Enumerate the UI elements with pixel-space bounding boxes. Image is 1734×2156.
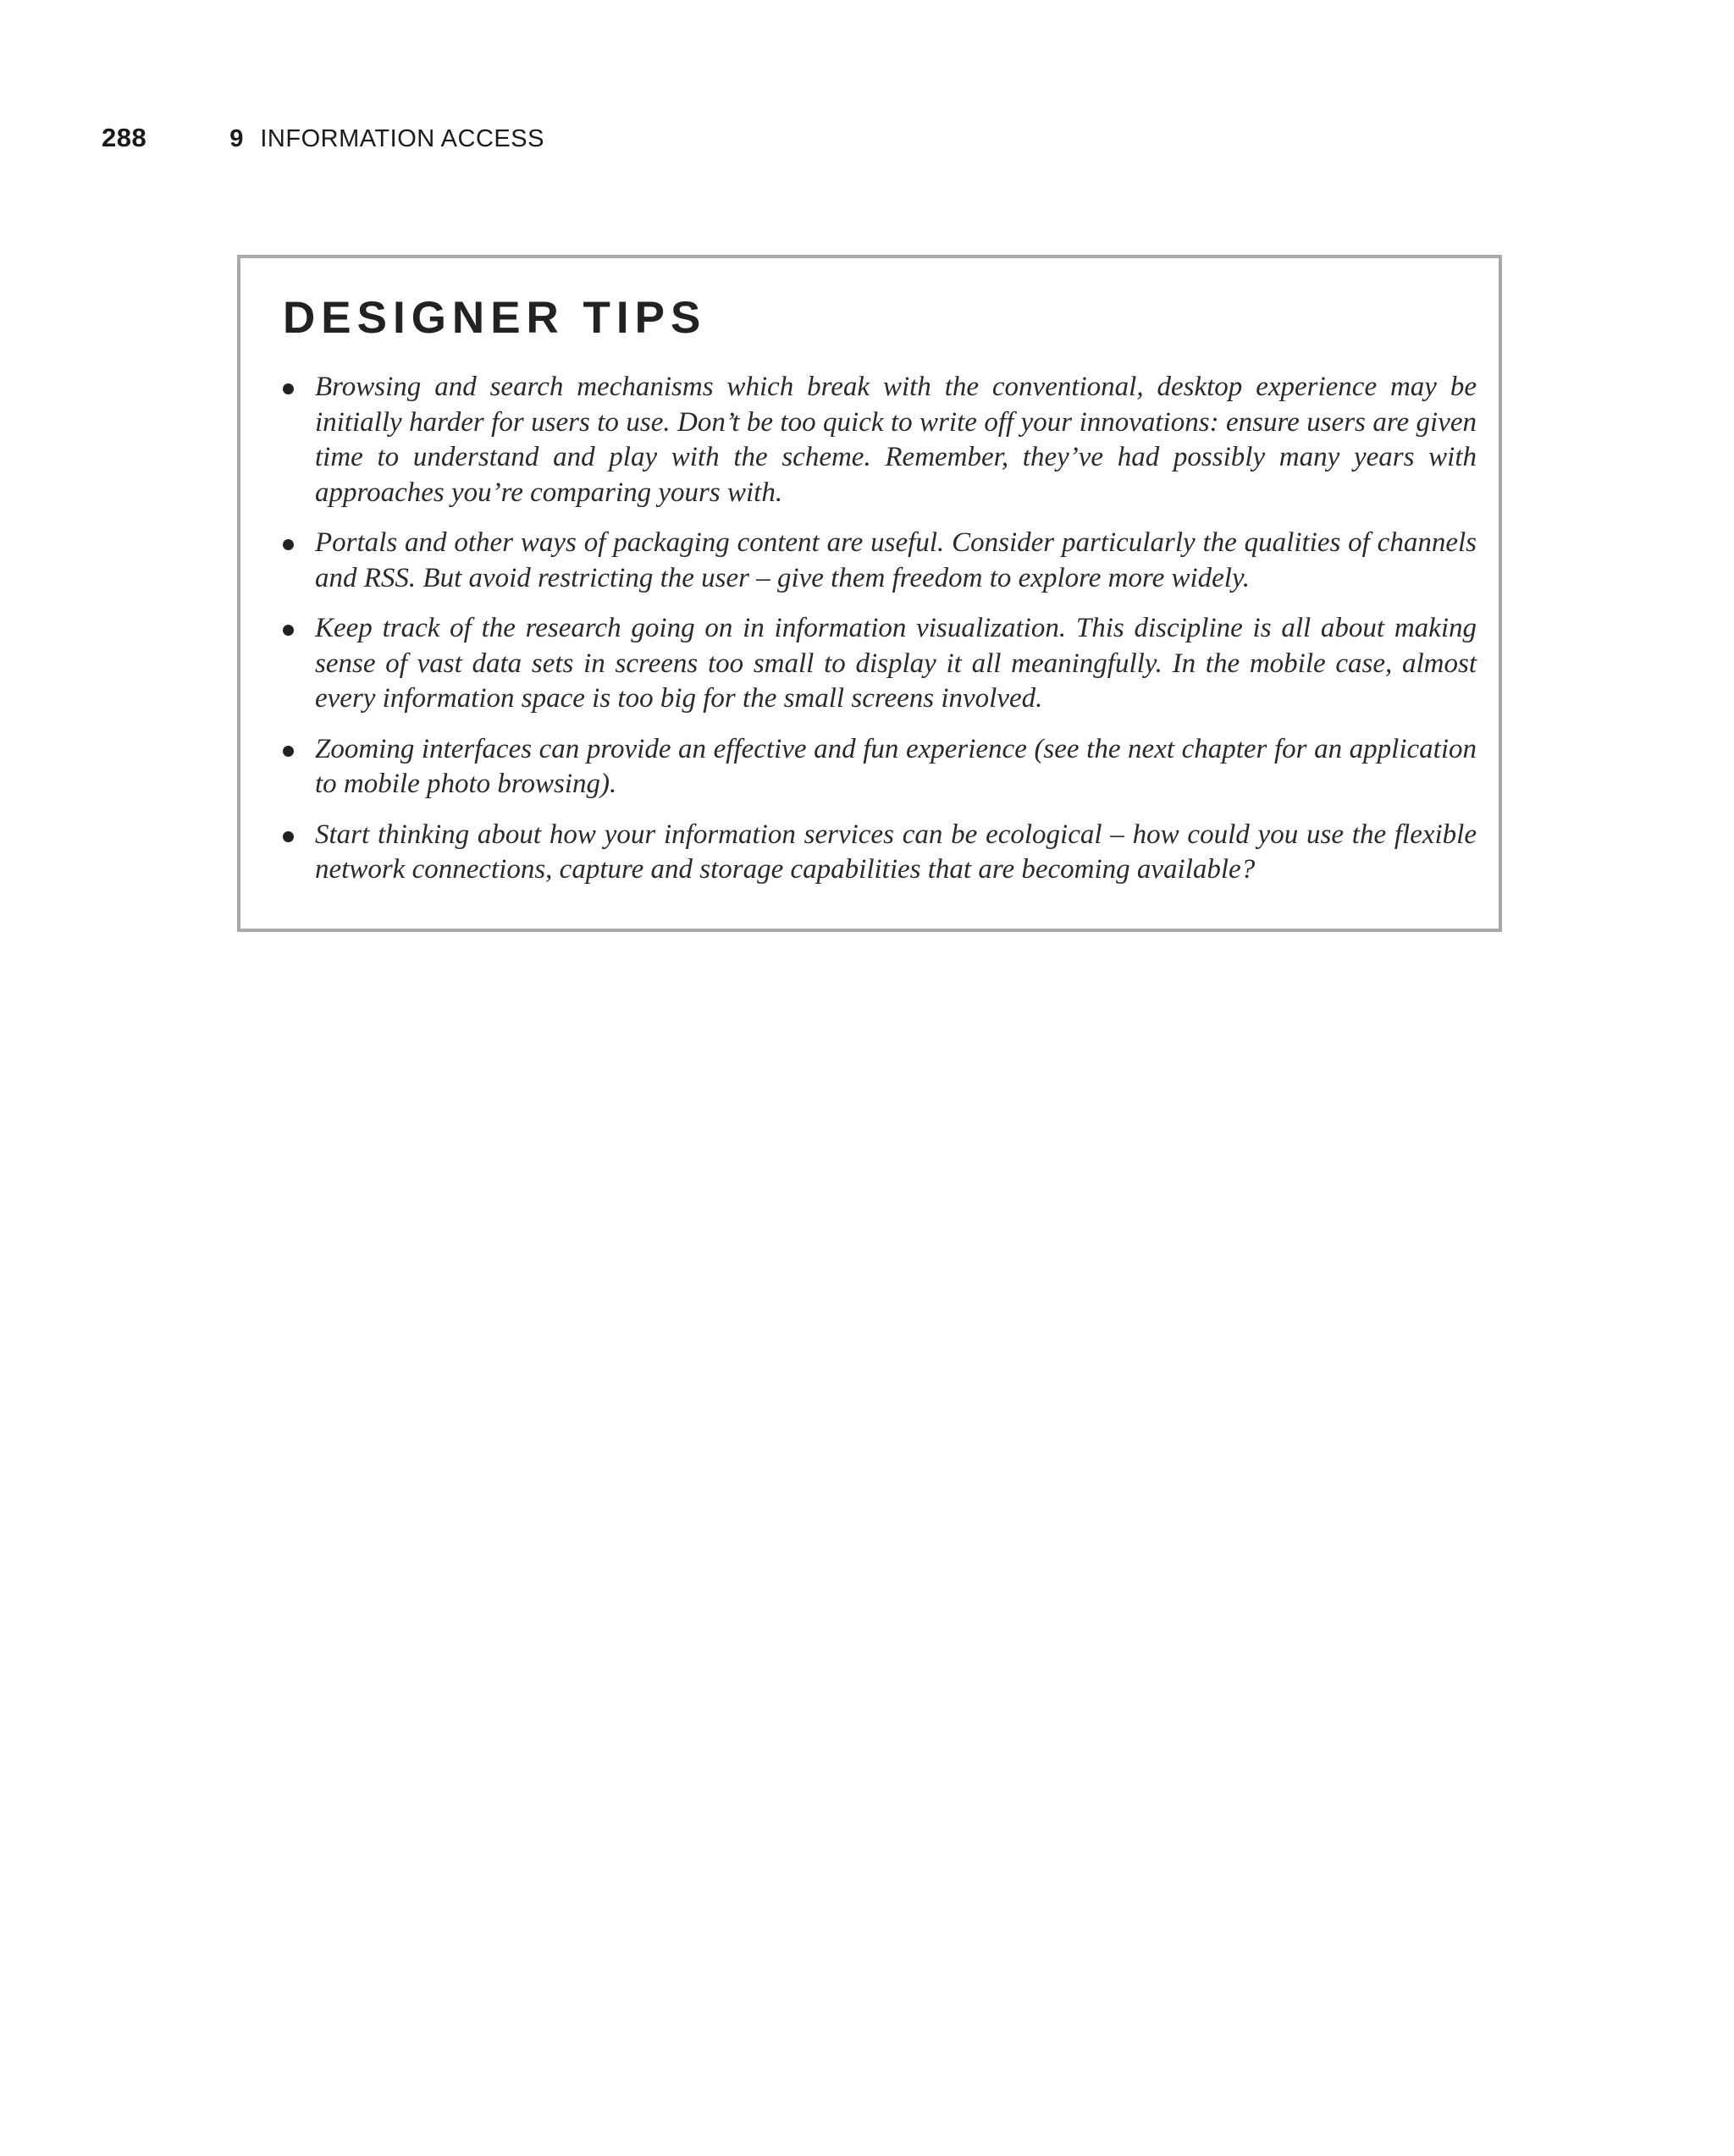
tip-item <box>283 732 1477 802</box>
page-number: 288 <box>102 123 147 152</box>
bullet-icon <box>283 625 294 636</box>
chapter-number: 9 <box>229 125 244 152</box>
designer-tips-box <box>237 255 1502 932</box>
tip-text: Portals and other ways of packaging content are useful. Consider particularly the qualities of channels and RSS. But avoid restricting the user – give them freedom to explore more widely. <box>315 527 1477 593</box>
tip-text: Keep track of the research going on in information visualization. This discipline is all about making sense of vast data sets in screens too small to display it all meaningfully. In the mobile case, almost every information space is too big for the small screens involved. <box>315 613 1477 714</box>
bullet-icon <box>283 831 294 842</box>
tip-item <box>283 526 1477 596</box>
tip-text: Browsing and search mechanisms which break with the conventional, desktop experience may be initially harder for users to use. Don’t be too quick to write off your innovations: ensure users are given time to understand and play with the scheme. Remember, they’ve had possibly many years with approaches you’re comparing yours with. <box>315 372 1477 508</box>
bullet-icon <box>283 539 294 550</box>
tip-item <box>283 611 1477 717</box>
bullet-icon <box>283 383 294 394</box>
tip-text: Start thinking about how your information services can be ecological – how could you use the flexible network connections, capture and storage capabilities that are becoming available? <box>315 819 1477 885</box>
bullet-icon <box>283 746 294 757</box>
designer-tips-list <box>283 370 1477 903</box>
tip-item <box>283 818 1477 888</box>
chapter-title: INFORMATION ACCESS <box>260 125 544 152</box>
tip-item <box>283 370 1477 510</box>
tip-text: Zooming interfaces can provide an effective and fun experience (see the next chapter for an application to mobile photo browsing). <box>315 733 1477 799</box>
designer-tips-heading: DESIGNER TIPS <box>283 293 707 343</box>
running-head <box>102 123 544 153</box>
